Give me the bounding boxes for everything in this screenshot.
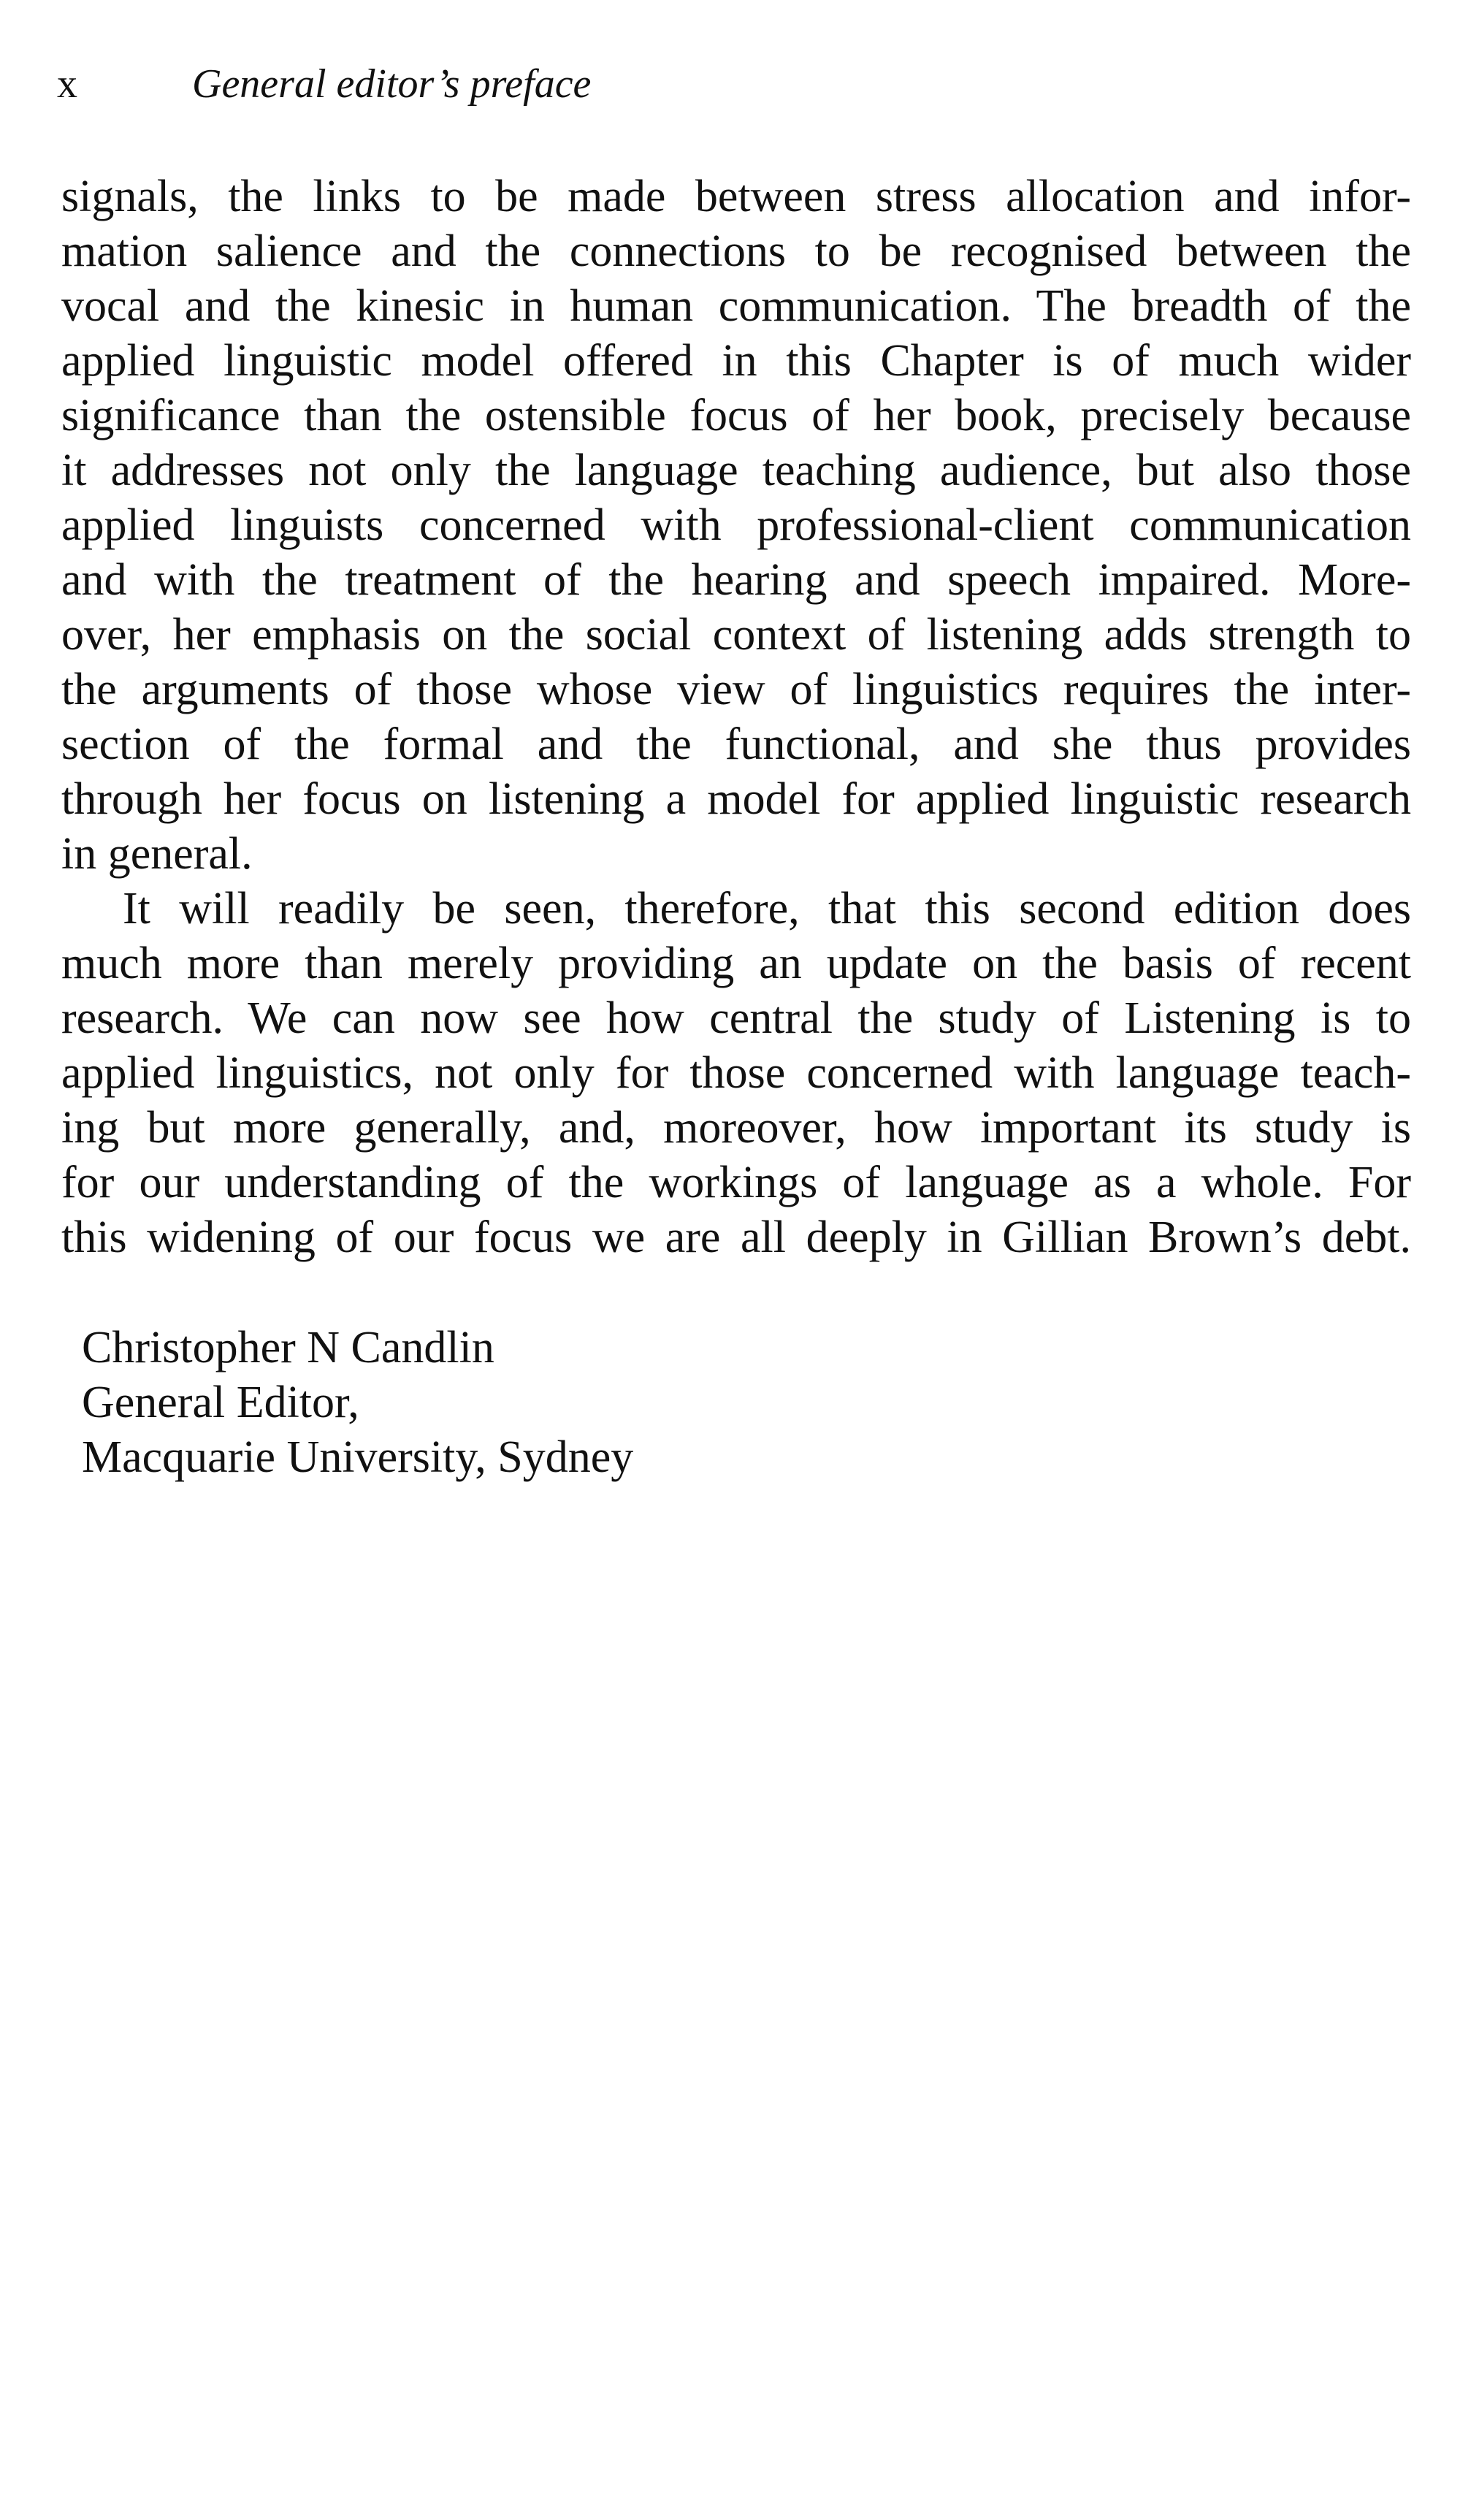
text-line: over, her emphasis on the social context of listening adds strength to	[61, 610, 1411, 660]
page-number: x	[57, 61, 77, 107]
text-line: and with the treatment of the hearing and speech impaired. More-	[61, 555, 1411, 605]
body-text	[61, 169, 1411, 1265]
text-line: applied linguistics, not only for those concerned with language teach-	[61, 1048, 1411, 1098]
running-head	[57, 51, 591, 117]
text-line: mation salience and the connections to be recognised between the	[61, 226, 1411, 276]
signature-block	[82, 1321, 633, 1485]
text-line: the arguments of those whose view of linguistics requires the inter-	[61, 665, 1411, 714]
running-head-title: General editor’s preface	[192, 61, 592, 107]
text-line: in general.	[61, 829, 253, 879]
text-line: signals, the links to be made between stress allocation and infor-	[61, 172, 1411, 221]
text-line: it addresses not only the language teaching audience, but also those	[61, 446, 1411, 495]
signatory-name: Christopher N Candlin	[82, 1323, 494, 1372]
text-line: applied linguistic model offered in this Chapter is of much wider	[61, 336, 1411, 386]
text-line: It will readily be seen, therefore, that this second edition does	[123, 884, 1411, 933]
text-line: ing but more generally, and, moreover, how important its study is	[61, 1103, 1411, 1153]
text-line: this widening of our focus we are all deeply in Gillian Brown’s debt.	[61, 1213, 1411, 1262]
text-line: research. We can now see how central the study of Listening is to	[61, 993, 1411, 1043]
signatory-role: General Editor,	[82, 1378, 359, 1427]
text-line: applied linguists concerned with professional-client communication	[61, 500, 1411, 550]
paragraph-1	[61, 169, 1411, 882]
text-line: for our understanding of the workings of language as a whole. For	[61, 1158, 1411, 1207]
text-line: through her focus on listening a model for applied linguistic research	[61, 774, 1411, 824]
text-line: vocal and the kinesic in human communication. The breadth of the	[61, 281, 1411, 331]
paragraph-2	[61, 882, 1411, 1265]
text-line: significance than the ostensible focus of her book, precisely because	[61, 391, 1411, 440]
text-line: much more than merely providing an update on the basis of recent	[61, 939, 1411, 988]
text-line: section of the formal and the functional, and she thus provides	[61, 719, 1411, 769]
signatory-affiliation: Macquarie University, Sydney	[82, 1432, 634, 1482]
